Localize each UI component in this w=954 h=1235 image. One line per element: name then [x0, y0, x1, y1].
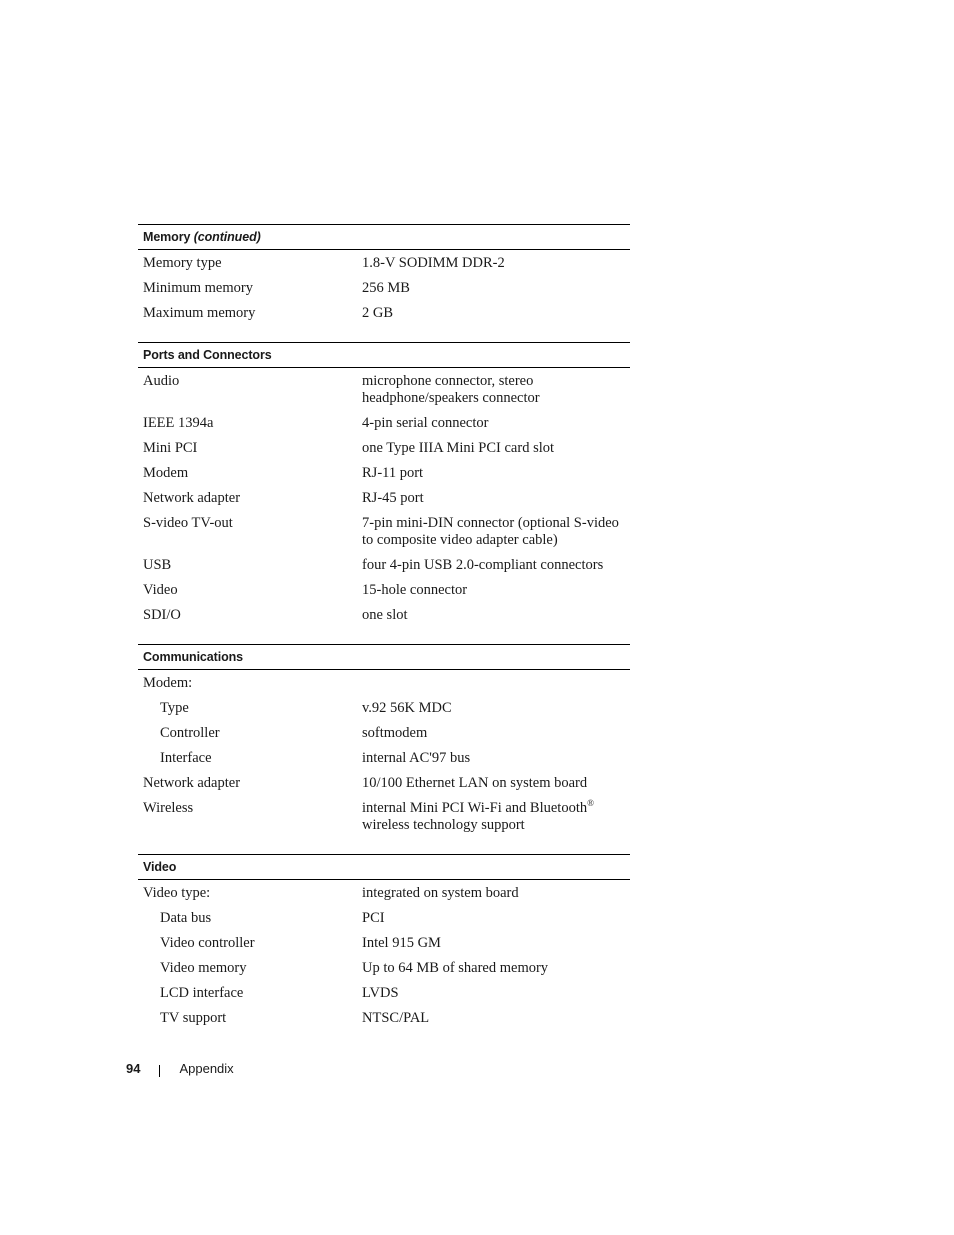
spec-value: 10/100 Ethernet LAN on system board: [362, 775, 588, 791]
spec-value-line: to composite video adapter cable): [362, 532, 558, 548]
spec-label: Video controller: [160, 935, 255, 951]
spec-value: 4-pin serial connector: [362, 415, 489, 431]
spec-value: RJ-11 port: [362, 465, 424, 481]
spec-label: Video: [143, 582, 178, 598]
spec-label: Type: [160, 700, 189, 716]
spec-row: [138, 771, 630, 796]
spec-label: Network adapter: [143, 775, 241, 791]
section-title: Communications: [143, 650, 243, 664]
section-header: [138, 644, 630, 670]
spec-row: [138, 436, 630, 461]
spec-label: Modem:: [143, 675, 193, 691]
spec-label: Minimum memory: [143, 280, 253, 296]
spec-row: [138, 721, 630, 746]
spec-label: Video type:: [143, 885, 211, 901]
section-title-suffix: (continued): [193, 230, 261, 244]
spec-row: [138, 981, 630, 1006]
section-title: Ports and Connectors: [143, 348, 272, 362]
spec-row: [138, 696, 630, 721]
section-communications: [138, 644, 630, 838]
spec-value: one Type IIIA Mini PCI card slot: [362, 440, 555, 456]
spec-row: [138, 369, 630, 411]
spec-row: [138, 251, 630, 276]
section-title: Video: [143, 860, 177, 874]
spec-row: [138, 553, 630, 578]
spec-value-line: internal Mini PCI Wi-Fi and Bluetooth: [362, 800, 588, 816]
spec-value: [362, 373, 630, 407]
section-title: Memory: [143, 230, 191, 244]
footer-separator: [159, 1065, 160, 1077]
spec-value: integrated on system board: [362, 885, 519, 901]
spec-label: SDI/O: [143, 607, 181, 623]
spec-row: [138, 881, 630, 906]
page-footer: [126, 1061, 234, 1076]
spec-value: one slot: [362, 607, 408, 623]
section-header: [138, 224, 630, 250]
spec-value-line: headphone/speakers connector: [362, 390, 540, 406]
specifications-table: [138, 224, 630, 1047]
spec-value: softmodem: [362, 725, 428, 741]
footer-section-name: Appendix: [179, 1061, 234, 1076]
page-number: 94: [126, 1061, 141, 1076]
spec-value: NTSC/PAL: [362, 1010, 430, 1026]
spec-row: [138, 411, 630, 436]
spec-row: [138, 1006, 630, 1031]
spec-row: [138, 578, 630, 603]
spec-label: USB: [143, 557, 172, 573]
spec-label: IEEE 1394a: [143, 415, 214, 431]
spec-value-line: microphone connector, stereo: [362, 373, 534, 389]
spec-row: [138, 511, 630, 553]
spec-row: [138, 746, 630, 771]
spec-label: LCD interface: [160, 985, 244, 1001]
spec-label: Video memory: [160, 960, 247, 976]
section-ports-and-connectors: [138, 342, 630, 628]
spec-label: Wireless: [143, 800, 194, 816]
spec-row: [138, 796, 630, 838]
section-header: [138, 342, 630, 368]
spec-row: [138, 461, 630, 486]
spec-label: S-video TV-out: [143, 515, 233, 531]
spec-row: [138, 906, 630, 931]
spec-value: PCI: [362, 910, 385, 926]
spec-value: RJ-45 port: [362, 490, 424, 506]
spec-label: Network adapter: [143, 490, 241, 506]
section-video: [138, 854, 630, 1031]
spec-row: [138, 276, 630, 301]
spec-row: [138, 931, 630, 956]
section-header: [138, 854, 630, 880]
spec-value: four 4-pin USB 2.0-compliant connectors: [362, 557, 604, 573]
spec-label: Interface: [160, 750, 212, 766]
spec-label: Maximum memory: [143, 305, 256, 321]
spec-label: Modem: [143, 465, 189, 481]
spec-label: Memory type: [143, 255, 222, 271]
spec-label: Mini PCI: [143, 440, 198, 456]
spec-value: 15-hole connector: [362, 582, 468, 598]
spec-value: Intel 915 GM: [362, 935, 441, 951]
spec-value: 256 MB: [362, 280, 410, 296]
spec-label: Controller: [160, 725, 220, 741]
spec-row: [138, 301, 630, 326]
spec-row: [138, 671, 630, 696]
spec-value: [362, 675, 630, 692]
spec-label: TV support: [160, 1010, 227, 1026]
spec-value: [362, 515, 630, 549]
spec-label: Data bus: [160, 910, 212, 926]
spec-value: 2 GB: [362, 305, 394, 321]
spec-value: LVDS: [362, 985, 399, 1001]
spec-row: [138, 603, 630, 628]
section-memory: [138, 224, 630, 326]
spec-value: [362, 800, 630, 834]
spec-value: v.92 56K MDC: [362, 700, 452, 716]
spec-label: Audio: [143, 373, 180, 389]
registered-mark: ®: [587, 798, 594, 809]
spec-row: [138, 486, 630, 511]
spec-value: internal AC'97 bus: [362, 750, 471, 766]
spec-value-line: wireless technology support: [362, 817, 525, 833]
spec-value-line: 7-pin mini-DIN connector (optional S-video: [362, 515, 619, 531]
spec-value: 1.8-V SODIMM DDR-2: [362, 255, 505, 271]
spec-value: Up to 64 MB of shared memory: [362, 960, 549, 976]
spec-row: [138, 956, 630, 981]
